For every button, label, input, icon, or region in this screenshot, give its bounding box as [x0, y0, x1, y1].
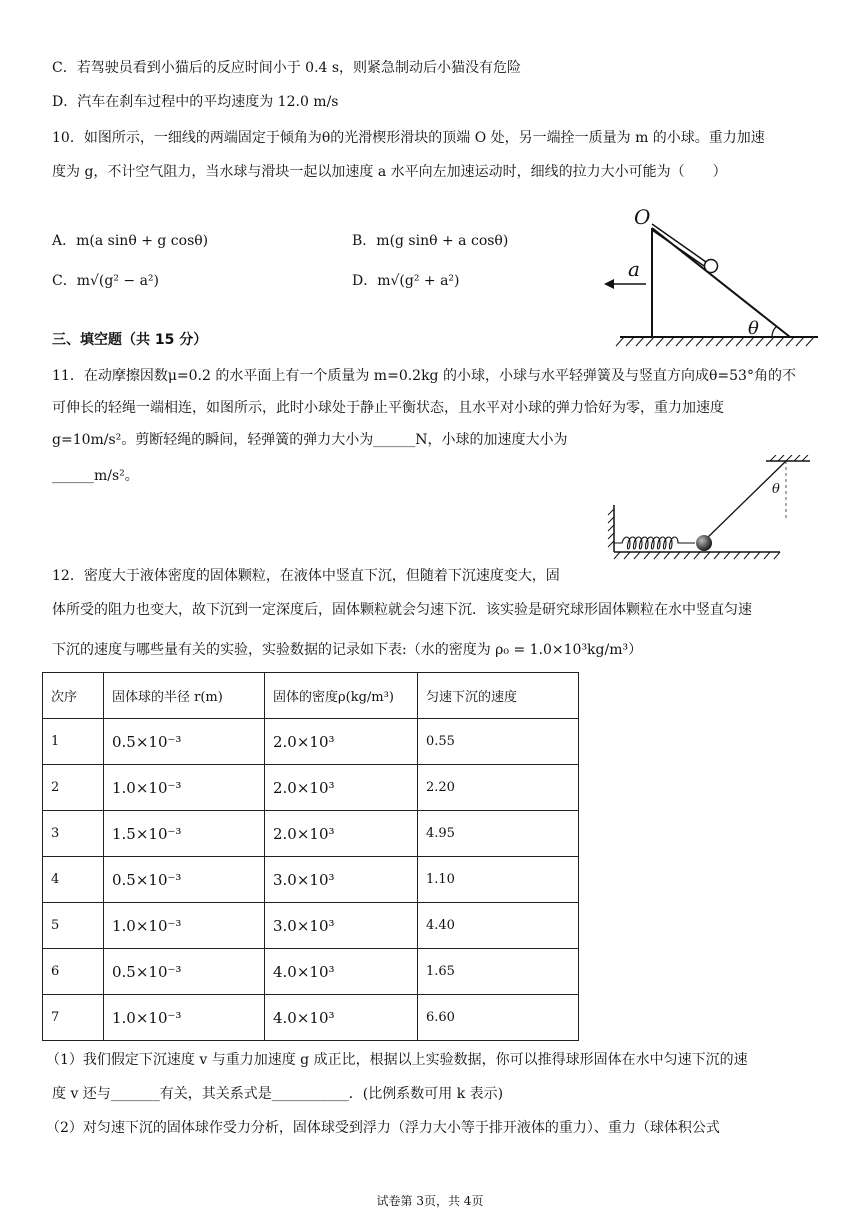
cell-radius: 1.0×10⁻³ — [104, 765, 265, 811]
question-12-part-1-line-2: 度 v 还与_______有关，其关系式是___________．(比例系数可用 k 表示) — [52, 1086, 504, 1102]
table-row — [43, 949, 579, 995]
label-a: a — [628, 257, 640, 281]
table-header-row — [43, 673, 579, 719]
spring-figure — [600, 455, 810, 565]
question-12-part-1-line-1: （1）我们假定下沉速度 v 与重力加速度 g 成正比，根据以上实验数据，你可以推得球形固体在水中匀速下沉的速 — [46, 1052, 748, 1068]
label-theta: θ — [748, 318, 759, 339]
cell-radius: 1.5×10⁻³ — [104, 811, 265, 857]
question-12-line-3: 下沉的速度与哪些量有关的实验，实验数据的记录如下表:（水的密度为 ρ₀ = 1.0×10³kg/m³） — [52, 642, 643, 658]
option-10d: D．m√(g² + a²) — [352, 273, 460, 289]
cell-order: 1 — [43, 719, 104, 765]
table-row — [43, 857, 579, 903]
cell-order: 3 — [43, 811, 104, 857]
page-footer: 试卷第 3页，共 4页 — [376, 1194, 484, 1208]
cell-density: 3.0×10³ — [265, 903, 418, 949]
cell-density: 4.0×10³ — [265, 949, 418, 995]
cell-order: 5 — [43, 903, 104, 949]
table-row — [43, 811, 579, 857]
cell-radius: 0.5×10⁻³ — [104, 857, 265, 903]
question-12-line-2: 体所受的阻力也变大，故下沉到一定深度后，固体颗粒就会匀速下沉．该实验是研究球形固体颗粒在水中竖直匀速 — [52, 602, 752, 618]
experiment-table — [42, 672, 579, 1041]
cell-radius: 1.0×10⁻³ — [104, 995, 265, 1041]
section-3-heading: 三、填空题（共 15 分） — [52, 332, 208, 348]
header-speed: 匀速下沉的速度 — [418, 673, 579, 719]
label-theta-11: θ — [772, 482, 780, 497]
cell-order: 6 — [43, 949, 104, 995]
label-o: O — [634, 205, 651, 229]
cell-speed: 0.55 — [418, 719, 579, 765]
cell-density: 4.0×10³ — [265, 995, 418, 1041]
header-radius: 固体球的半径 r(m) — [104, 673, 265, 719]
question-11-line-4: ______m/s²。 — [52, 468, 139, 484]
cell-density: 2.0×10³ — [265, 719, 418, 765]
cell-order: 4 — [43, 857, 104, 903]
cell-speed: 6.60 — [418, 995, 579, 1041]
option-9c: C．若驾驶员看到小猫后的反应时间小于 0.4 s，则紧急制动后小猫没有危险 — [52, 60, 522, 76]
question-10-line-1: 10．如图所示，一细线的两端固定于倾角为θ的光滑楔形滑块的顶端 O 处，另一端拴一质量为 m 的小球。重力加速 — [52, 130, 765, 146]
cell-speed: 4.40 — [418, 903, 579, 949]
cell-order: 2 — [43, 765, 104, 811]
cell-speed: 2.20 — [418, 765, 579, 811]
question-11-line-1: 11．在动摩擦因数μ=0.2 的水平面上有一个质量为 m=0.2kg 的小球，小球与水平轻弹簧及与竖直方向成θ=53°角的不 — [52, 368, 796, 384]
cell-order: 7 — [43, 995, 104, 1041]
cell-radius: 0.5×10⁻³ — [104, 949, 265, 995]
question-10-line-2: 度为 g，不计空气阻力，当水球与滑块一起以加速度 a 水平向左加速运动时，细线的拉力大小可能为（ ） — [52, 164, 727, 180]
header-density: 固体的密度ρ(kg/m³) — [265, 673, 418, 719]
option-10b: B．m(g sinθ + a cosθ) — [352, 233, 509, 249]
option-9d: D．汽车在刹车过程中的平均速度为 12.0 m/s — [52, 94, 339, 110]
table-row — [43, 719, 579, 765]
option-10a: A．m(a sinθ + g cosθ) — [52, 233, 209, 249]
table-row — [43, 995, 579, 1041]
table-row — [43, 903, 579, 949]
cell-speed: 1.65 — [418, 949, 579, 995]
option-10c: C．m√(g² − a²) — [52, 273, 159, 289]
table-row — [43, 765, 579, 811]
cell-density: 2.0×10³ — [265, 765, 418, 811]
cell-speed: 4.95 — [418, 811, 579, 857]
cell-speed: 1.10 — [418, 857, 579, 903]
question-11-line-3: g=10m/s²。剪断轻绳的瞬间，轻弹簧的弹力大小为______N，小球的加速度大小为 — [52, 432, 568, 448]
header-order: 次序 — [43, 673, 104, 719]
cell-density: 2.0×10³ — [265, 811, 418, 857]
question-12-line-1: 12．密度大于液体密度的固体颗粒，在液体中竖直下沉，但随着下沉速度变大，固 — [52, 568, 560, 584]
cell-radius: 0.5×10⁻³ — [104, 719, 265, 765]
wedge-figure — [590, 200, 820, 350]
cell-radius: 1.0×10⁻³ — [104, 903, 265, 949]
question-12-part-2: （2）对匀速下沉的固体球作受力分析，固体球受到浮力（浮力大小等于排开液体的重力）、重力（球体积公式 — [46, 1120, 720, 1136]
cell-density: 3.0×10³ — [265, 857, 418, 903]
question-11-line-2: 可伸长的轻绳一端相连，如图所示，此时小球处于静止平衡状态，且水平对小球的弹力恰好为零，重力加速度 — [52, 400, 724, 416]
